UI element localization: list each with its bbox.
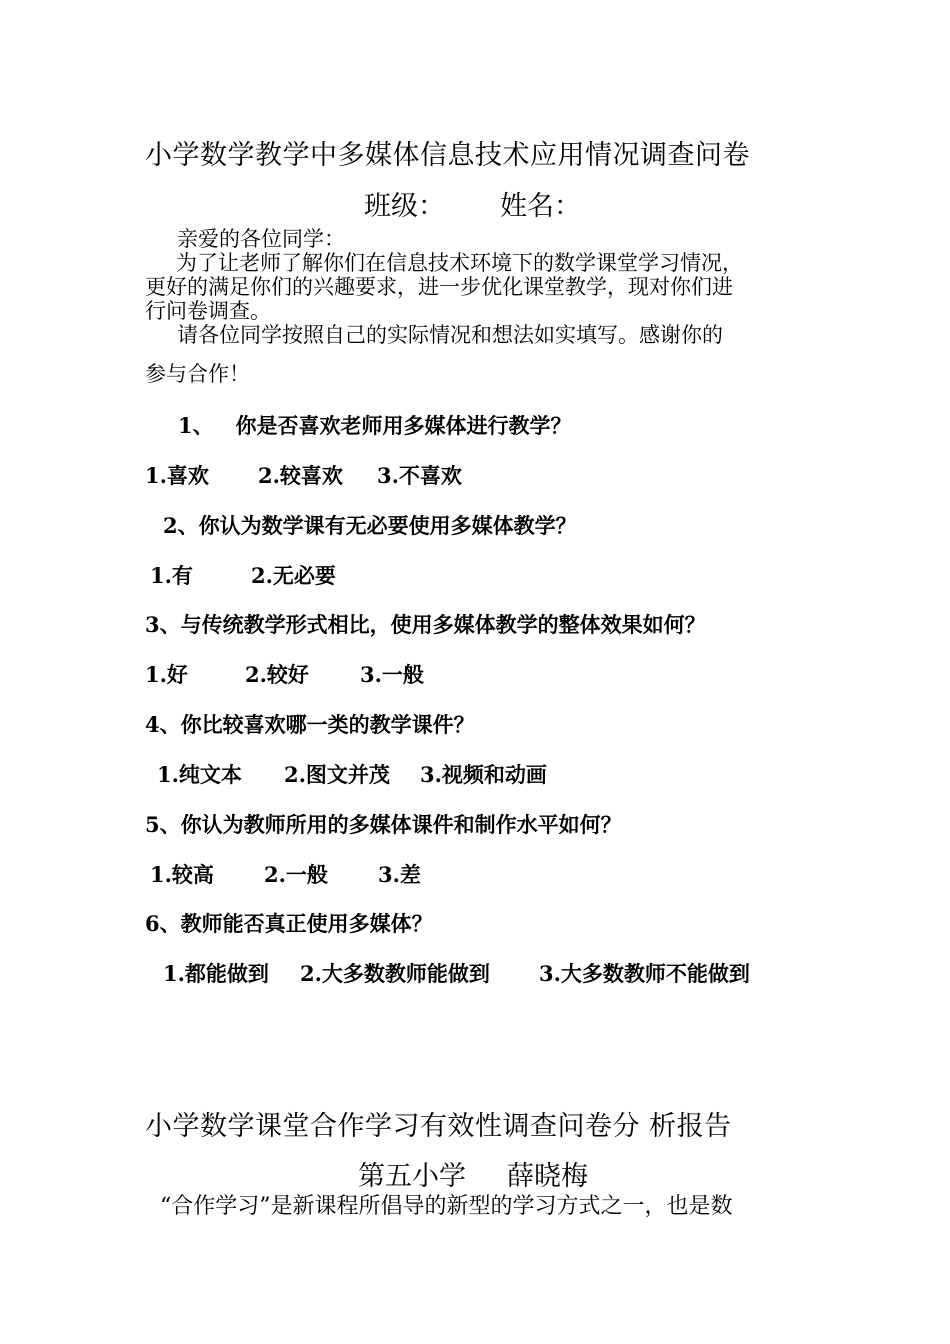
report-author: 薛晓梅 [507,1161,588,1192]
option: 1.好 [145,662,188,687]
option: 3.大多数教师不能做到 [539,961,750,986]
question-text: 1、 你是否喜欢老师用多媒体进行教学？ [178,413,572,438]
option: 3.一般 [360,662,424,687]
question-text: 2、你认为数学课有无必要使用多媒体教学？ [163,513,577,538]
question-text: 3、与传统教学形式相比，使用多媒体教学的整体效果如何？ [145,612,706,637]
option: 2.一般 [264,862,328,887]
question-text: 4、你比较喜欢哪一类的教学课件？ [145,712,475,737]
class-label: 班级： [364,191,445,222]
option: 3.不喜欢 [377,463,462,488]
question-text: 5、你认为教师所用的多媒体课件和制作水平如何？ [145,812,622,837]
option: 1.喜欢 [145,463,209,488]
option: 2.较好 [245,662,309,687]
report-first-line: “合作学习”是新课程所倡导的新型的学习方式之一，也是数 [160,1194,733,1219]
question-text: 6、教师能否真正使用多媒体？ [145,911,433,936]
option: 1.较高 [150,862,214,887]
intro-line: 行问卷调查。 [145,299,271,323]
greeting: 亲爱的各位同学： [177,227,345,251]
request-line: 参与合作！ [145,362,250,386]
survey-title: 小学数学教学中多媒体信息技术应用情况调查问卷 [145,140,750,171]
option: 2.大多数教师能做到 [300,961,490,986]
option: 3.视频和动画 [420,762,547,787]
option: 3.差 [378,862,421,887]
option: 1.纯文本 [157,762,242,787]
option: 1.有 [150,563,193,588]
option: 2.较喜欢 [258,463,343,488]
intro-line: 更好的满足你们的兴趣要求，进一步优化课堂教学，现对你们进 [145,275,733,299]
option: 2.图文并茂 [284,762,390,787]
option: 1.都能做到 [163,961,269,986]
option: 2.无必要 [251,563,336,588]
request-line: 请各位同学按照自己的实际情况和想法如实填写。感谢你的 [177,323,723,347]
report-title: 小学数学课堂合作学习有效性调查问卷分 析报告 [145,1111,732,1142]
report-school: 第五小学 [358,1161,466,1192]
intro-line: 为了让老师了解你们在信息技术环境下的数学课堂学习情况， [176,251,743,275]
name-label: 姓名： [500,191,581,222]
